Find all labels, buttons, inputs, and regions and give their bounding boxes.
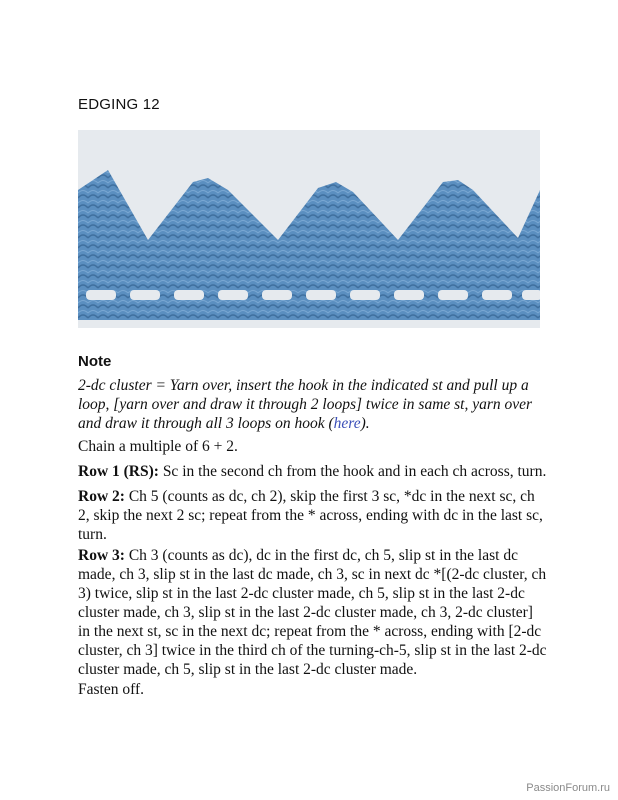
row-2-instruction bbox=[78, 487, 548, 544]
row-3-text: Ch 3 (counts as dc), dc in the first dc, ch 5, slip st in the last dc made, ch 3, slip st in the last dc made, ch 3, sc in next dc *[(2-dc cluster, ch 3) twice, slip st in the last 2-dc cluster made, ch 5, slip st in the last 2-dc cluster made, ch 3, slip st in the last 2-dc cluster made, ch 3, 2-dc cluster] in the next st, sc in the next dc; repeat from the * across, ending with [2-dc cluster, ch 3] twice in the third ch of the turning-ch-5, slip st in the last 2-dc cluster made, ch 5, slip st in the last 2-dc cluster made. bbox=[78, 547, 547, 678]
crochet-edging-photo bbox=[78, 130, 540, 328]
row-3-instruction bbox=[78, 546, 548, 679]
definition-suffix: ). bbox=[360, 415, 370, 432]
watermark: PassionForum.ru bbox=[526, 782, 610, 794]
note-title: Note bbox=[78, 353, 112, 370]
pattern-title: EDGING 12 bbox=[78, 96, 160, 113]
definition-prefix: 2-dc cluster = Yarn over, insert the hook in the indicated st and pull up a loop, [yarn over and draw it through 2 loops] twice in same st, yarn over and draw it through all 3 loops on hook ( bbox=[78, 377, 533, 432]
fasten-off-instruction: Fasten off. bbox=[78, 681, 145, 698]
cluster-definition bbox=[78, 376, 548, 433]
chain-instruction: Chain a multiple of 6 + 2. bbox=[78, 438, 238, 455]
crochet-edging-illustration bbox=[78, 130, 540, 328]
row-1-label: Row 1 (RS): bbox=[78, 463, 159, 480]
row-2-text: Ch 5 (counts as dc, ch 2), skip the first 3 sc, *dc in the next sc, ch 2, skip the next 2 sc; repeat from the * across, ending with dc in the last sc, turn. bbox=[78, 488, 543, 543]
row-1-text: Sc in the second ch from the hook and in each ch across, turn. bbox=[158, 463, 547, 480]
row-1-instruction bbox=[78, 462, 548, 481]
here-link[interactable]: here bbox=[333, 415, 361, 432]
row-3-label: Row 3: bbox=[78, 547, 125, 564]
row-2-label: Row 2: bbox=[78, 488, 125, 505]
